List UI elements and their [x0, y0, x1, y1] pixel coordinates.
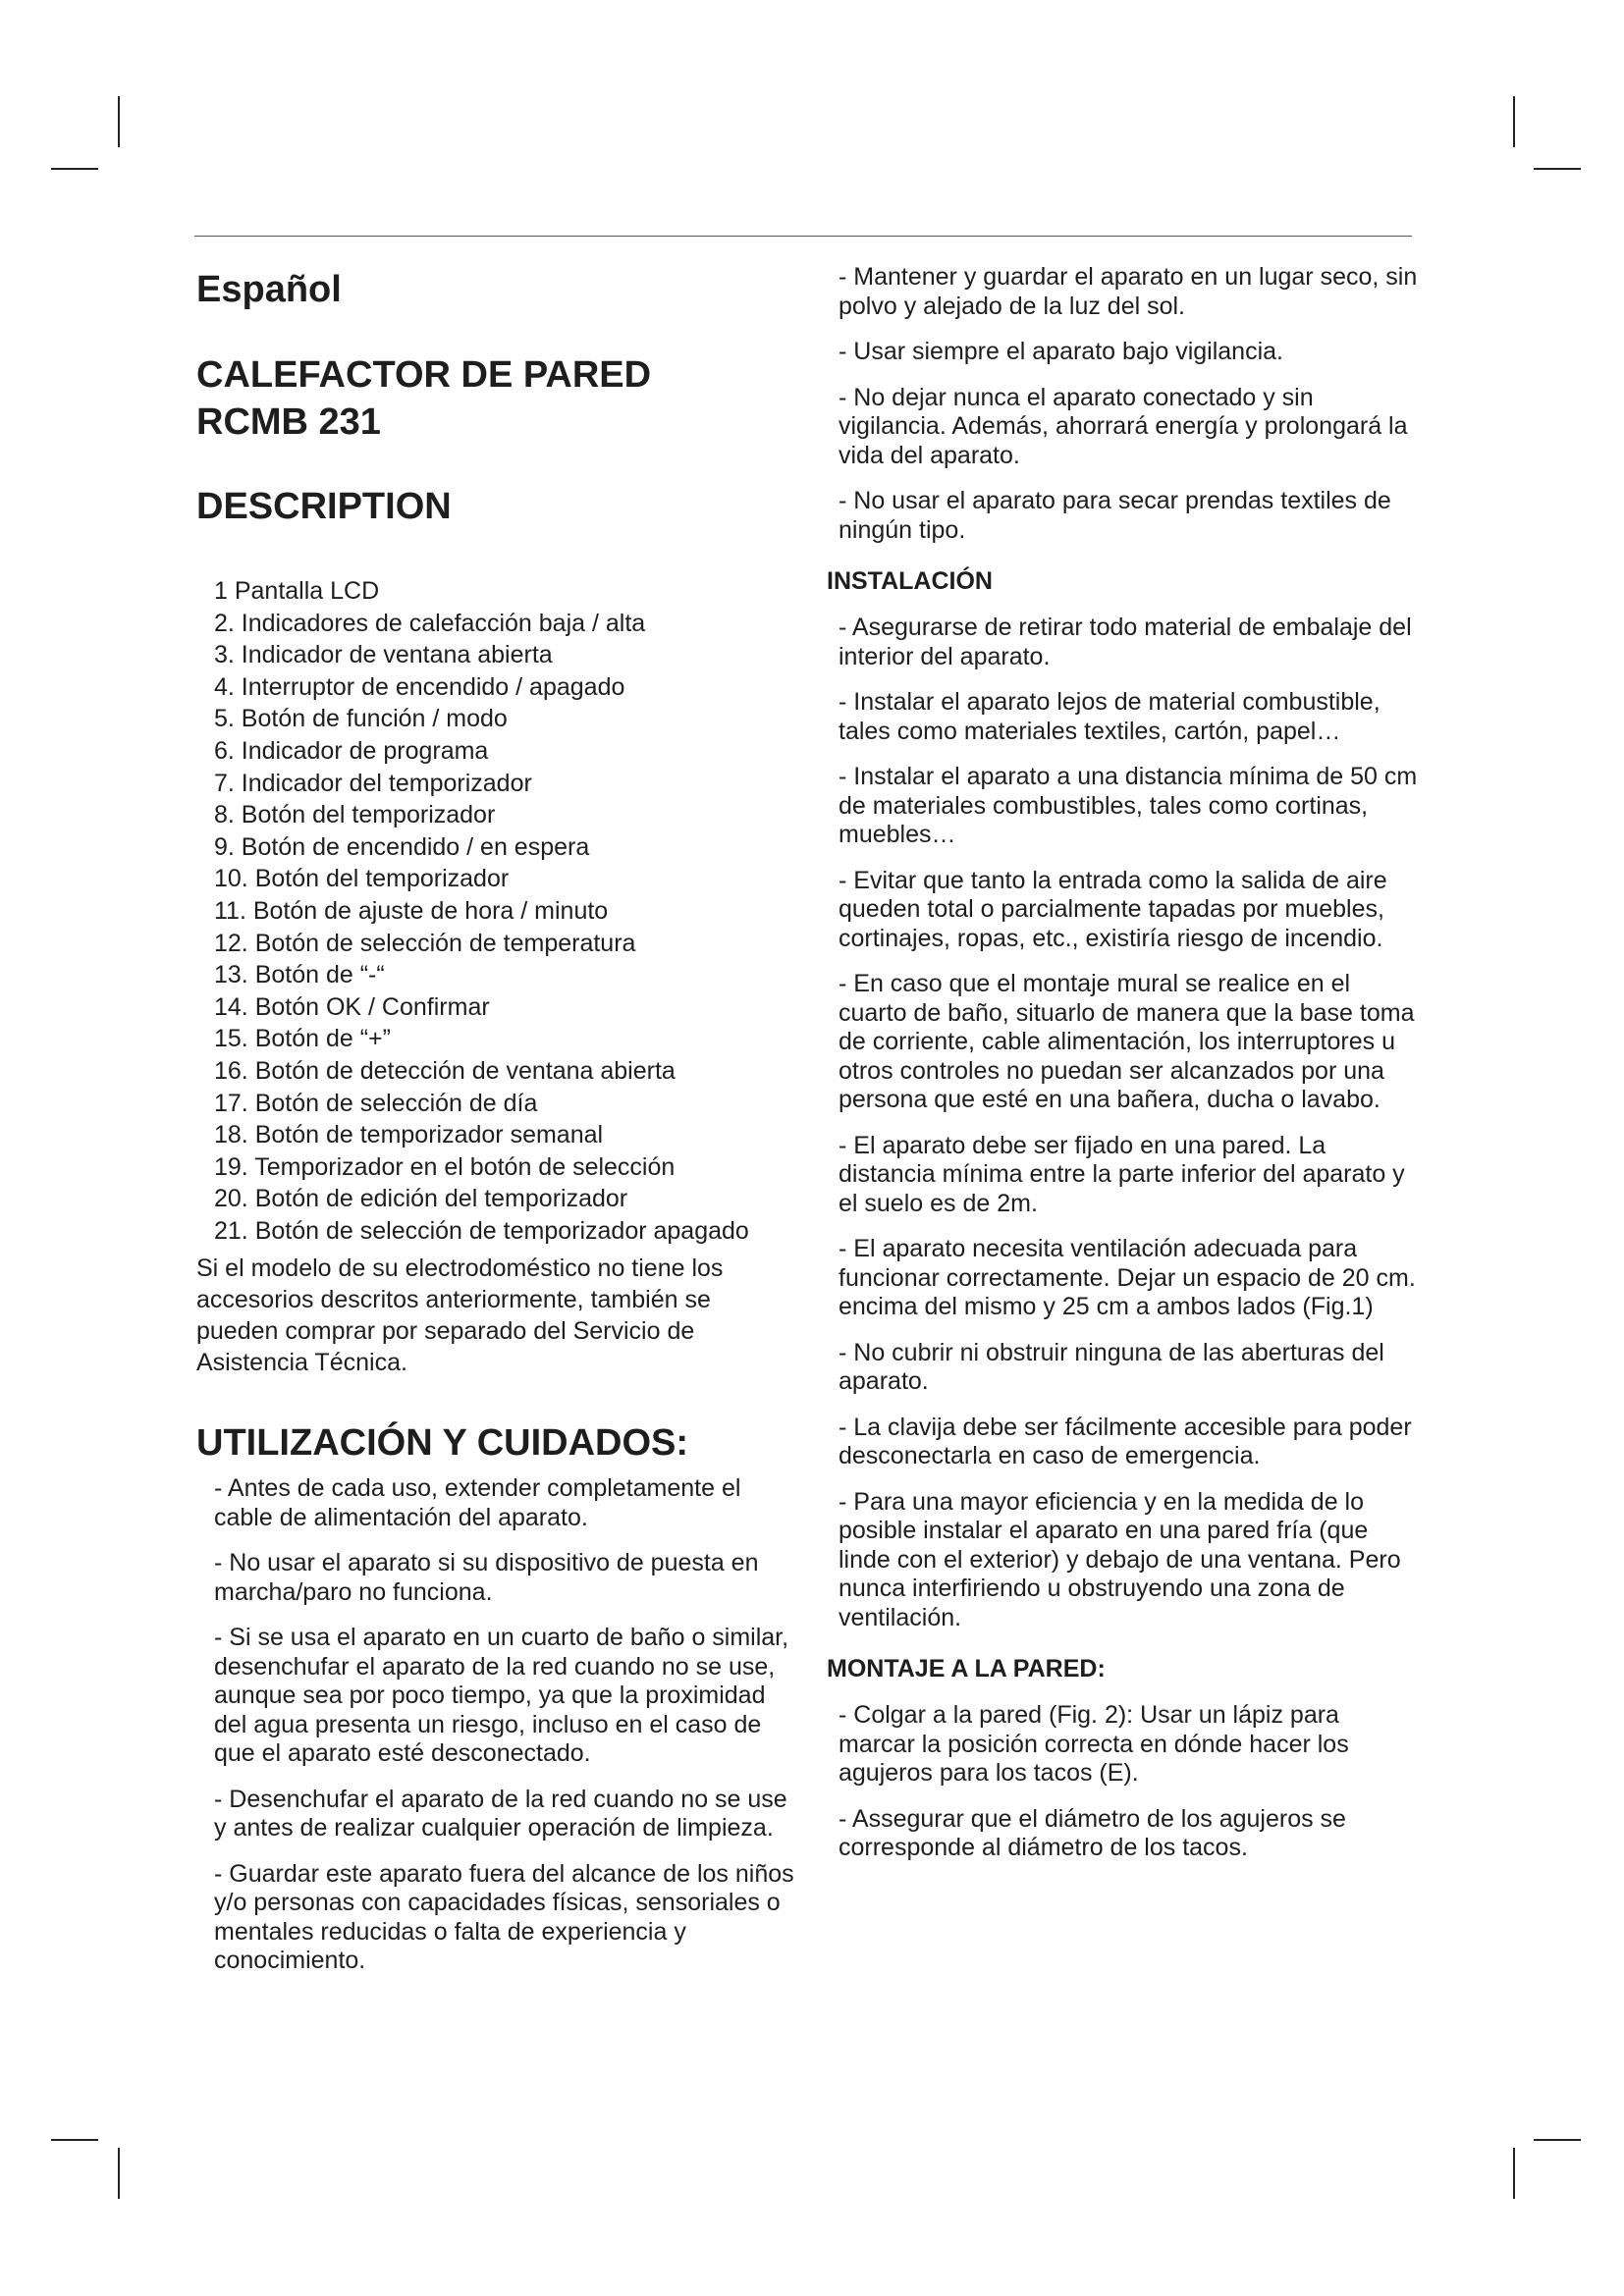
usage-paragraph: - No dejar nunca el aparato conectado y sin vigilancia. Además, ahorrará energía y prolongará la vida del aparato. — [839, 383, 1408, 469]
description-list-item: 1 Pantalla LCD — [214, 577, 380, 605]
language-heading: Español — [196, 269, 342, 310]
crop-mark-top-right-horizontal — [1534, 168, 1581, 170]
wall-mount-heading: MONTAJE A LA PARED: — [827, 1655, 1106, 1682]
usage-paragraph: - Si se usa el aparato en un cuarto de baño o similar, desenchufar el aparato de la red cuando no se use, aunque sea por poco tiempo, ya que la proximidad del agua presenta un riesgo, incluso en el caso de que el aparato esté desconectado. — [214, 1624, 789, 1768]
wall-mount-paragraph: - Assegurar que el diámetro de los agujeros se corresponde al diámetro de los tacos. — [839, 1804, 1346, 1861]
right-column — [827, 263, 1421, 1863]
installation-paragraph: - La clavija debe ser fácilmente accesible para poder desconectarla en caso de emergencia. — [839, 1413, 1412, 1469]
installation-paragraph: - Instalar el aparato a una distancia mínima de 50 cm de materiales combustibles, tales como cortinas, muebles… — [839, 763, 1418, 848]
description-list-item: 13. Botón de “-“ — [214, 961, 385, 989]
description-list-item: 15. Botón de “+” — [214, 1025, 391, 1053]
description-list-item: 9. Botón de encendido / en espera — [214, 832, 590, 861]
usage-paragraph: - Guardar este aparato fuera del alcance de los niños y/o personas con capacidades físicas, sensoriales o mentales reducidas o falta de experiencia y conocimiento. — [214, 1859, 794, 1975]
crop-mark-bottom-right-vertical — [1513, 2148, 1515, 2199]
description-list-item: 16. Botón de detección de ventana abierta — [214, 1056, 676, 1085]
description-list-item: 12. Botón de selección de temperatura — [214, 929, 636, 957]
accessories-note: Si el modelo de su electrodoméstico no tiene los accesorios descritos anteriormente, también se pueden comprar por separado del Servicio de Asistencia Técnica. — [196, 1255, 724, 1377]
crop-mark-bottom-left-horizontal — [51, 2139, 98, 2141]
product-title-line1: CALEFACTOR DE PARED — [196, 354, 652, 396]
usage-paragraph: - Desenchufar el aparato de la red cuando no se use y antes de realizar cualquier operación de limpieza. — [214, 1785, 787, 1842]
installation-paragraphs — [827, 614, 1421, 1632]
usage-paragraph: - No usar el aparato si su dispositivo de puesta en marcha/paro no funciona. — [214, 1549, 759, 1606]
usage-paragraph: - No usar el aparato para secar prendas textiles de ningún tipo. — [839, 487, 1391, 544]
installation-paragraph: - No cubrir ni obstruir ninguna de las aberturas del aparato. — [839, 1338, 1384, 1395]
usage-paragraph: - Usar siempre el aparato bajo vigilancia. — [839, 338, 1283, 365]
crop-mark-top-right-vertical — [1513, 96, 1515, 147]
description-list-item: 3. Indicador de ventana abierta — [214, 641, 553, 669]
description-list-item: 5. Botón de función / modo — [214, 705, 508, 733]
description-list-item: 4. Interruptor de encendido / apagado — [214, 672, 625, 701]
crop-mark-bottom-right-horizontal — [1534, 2139, 1581, 2141]
description-list-item: 20. Botón de edición del temporizador — [214, 1185, 628, 1213]
wall-mount-paragraph: - Colgar a la pared (Fig. 2): Usar un lápiz para marcar la posición correcta en dónde hacer los agujeros para los tacos (E). — [839, 1701, 1349, 1787]
installation-paragraph: - El aparato necesita ventilación adecuada para funcionar correctamente. Dejar un espacio de 20 cm. encima del mismo y 25 cm a ambos lados (Fig.1) — [839, 1235, 1416, 1320]
description-list-item: 8. Botón del temporizador — [214, 801, 496, 829]
product-model: RCMB 231 — [196, 401, 381, 443]
left-column — [196, 263, 795, 1976]
product-title — [196, 351, 795, 446]
description-list — [214, 575, 795, 1247]
installation-heading: INSTALACIÓN — [827, 567, 993, 595]
usage-paragraph: - Antes de cada uso, extender completamente el cable de alimentación del aparato. — [214, 1474, 741, 1531]
installation-paragraph: - Evitar que tanto la entrada como la salida de aire queden total o parcialmente tapadas por muebles, cortinajes, ropas, etc., existiría riesgo de incendio. — [839, 866, 1387, 952]
description-list-item: 18. Botón de temporizador semanal — [214, 1121, 604, 1149]
description-list-item: 17. Botón de selección de día — [214, 1089, 538, 1117]
description-list-item: 6. Indicador de programa — [214, 736, 489, 765]
usage-heading: UTILIZACIÓN Y CUIDADOS: — [196, 1422, 689, 1465]
usage-paragraphs-left — [196, 1474, 795, 1976]
installation-paragraph: - El aparato debe ser fijado en una pared. La distancia mínima entre la parte inferior del aparato y el suelo es de 2m. — [839, 1131, 1405, 1217]
installation-paragraph: - Para una mayor eficiencia y en la medida de lo posible instalar el aparato en una pared fría (que linde con el exterior) y debajo de una ventana. Pero nunca interfiriendo u obstruyendo una zona de ventilación. — [839, 1487, 1401, 1631]
header-rule — [194, 236, 1412, 237]
description-list-item: 2. Indicadores de calefacción baja / alta — [214, 609, 646, 637]
usage-paragraphs-right — [827, 263, 1421, 545]
description-list-item: 21. Botón de selección de temporizador apagado — [214, 1216, 749, 1245]
crop-mark-top-left-vertical — [118, 96, 120, 147]
description-list-item: 14. Botón OK / Confirmar — [214, 992, 490, 1021]
description-heading: DESCRIPTION — [196, 486, 452, 527]
description-list-item: 7. Indicador del temporizador — [214, 769, 532, 797]
installation-paragraph: - Asegurarse de retirar todo material de embalaje del interior del aparato. — [839, 614, 1412, 670]
crop-mark-top-left-horizontal — [51, 168, 98, 170]
installation-paragraph: - En caso que el montaje mural se realice en el cuarto de baño, situarlo de manera que la base toma de corriente, cable alimentación, los interruptores u otros controles no puedan ser alcanzados por una persona que esté en una bañera, ducha o lavabo. — [839, 970, 1415, 1113]
description-list-item: 11. Botón de ajuste de hora / minuto — [214, 896, 609, 925]
crop-mark-bottom-left-vertical — [118, 2148, 120, 2199]
wall-mount-paragraphs — [827, 1701, 1421, 1863]
usage-paragraph: - Mantener y guardar el aparato en un lugar seco, sin polvo y alejado de la luz del sol. — [839, 263, 1418, 320]
description-list-item: 19. Temporizador en el botón de selección — [214, 1152, 676, 1181]
description-list-item: 10. Botón del temporizador — [214, 865, 510, 893]
installation-paragraph: - Instalar el aparato lejos de material combustible, tales como materiales textiles, cartón, papel… — [839, 688, 1380, 745]
